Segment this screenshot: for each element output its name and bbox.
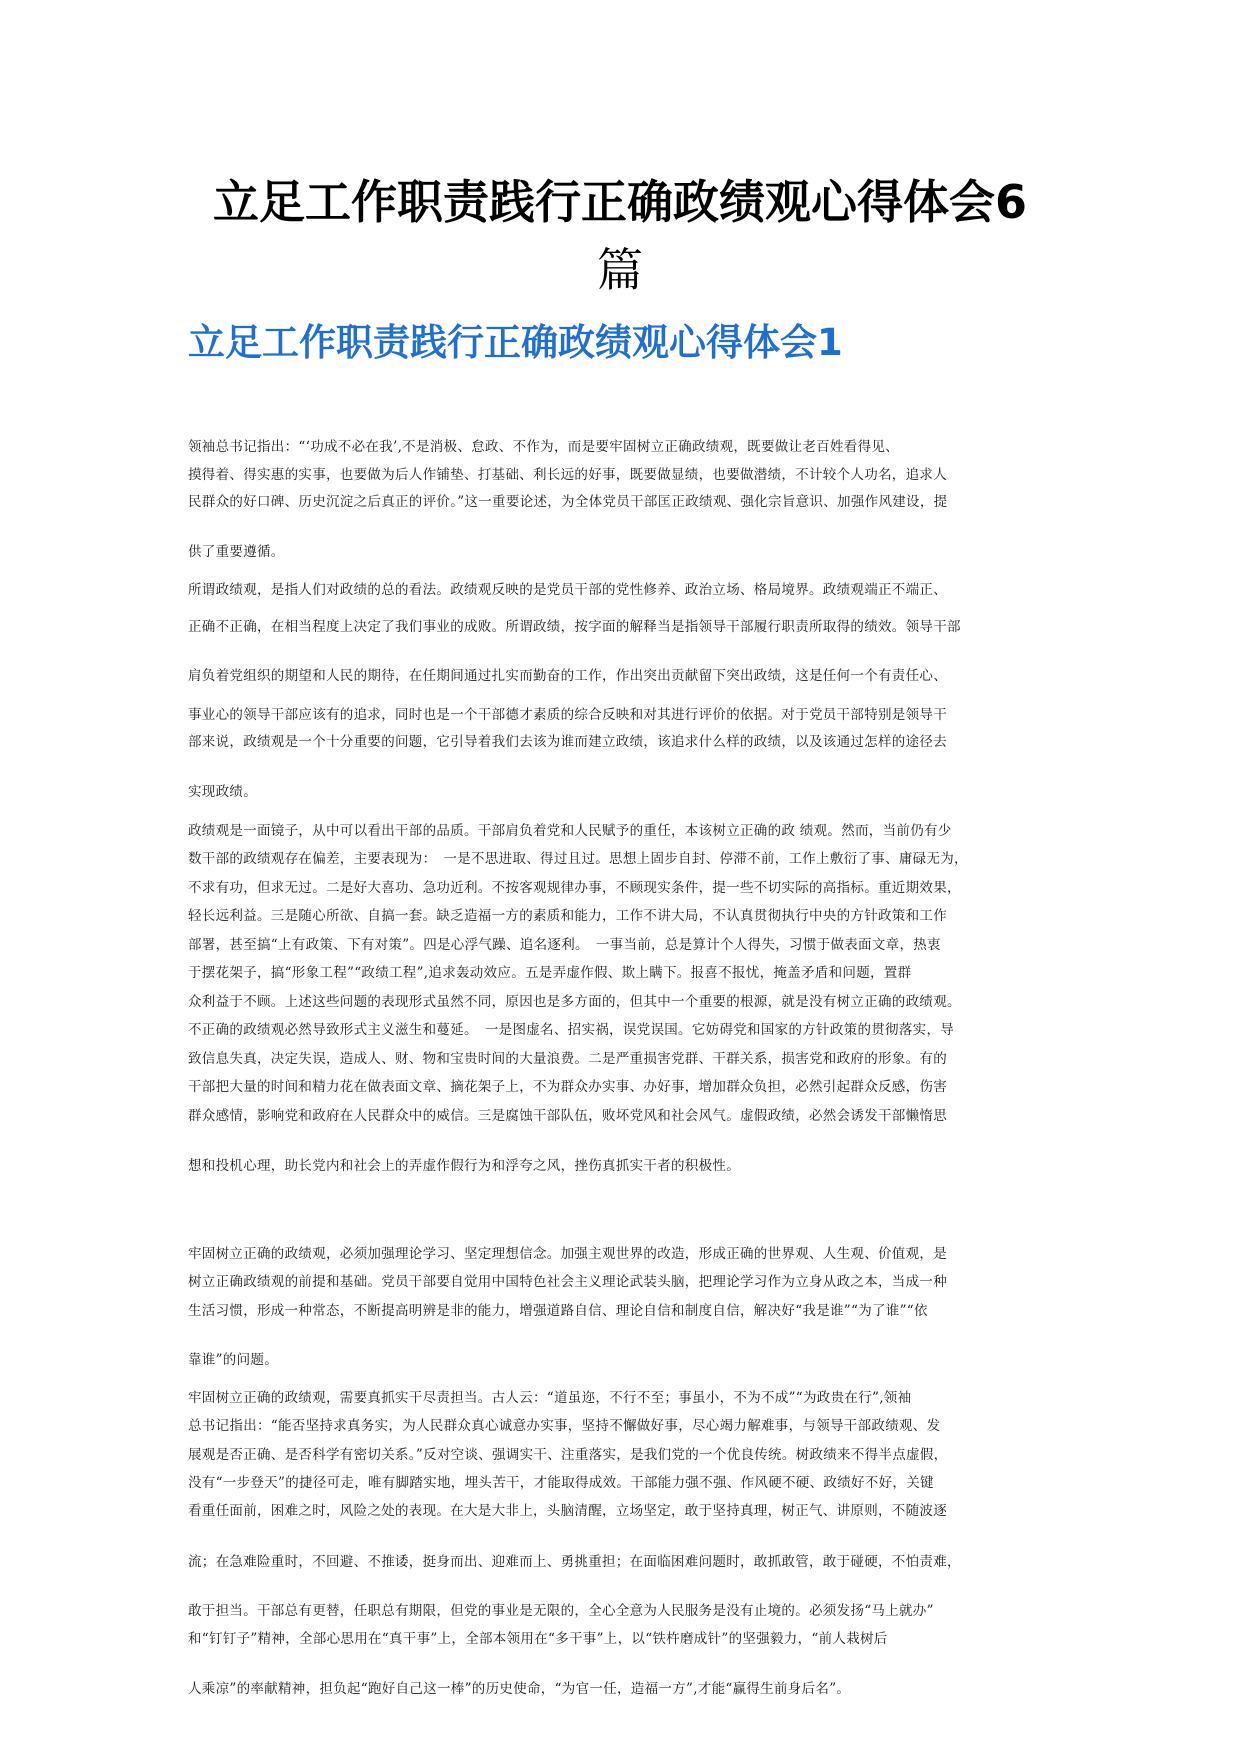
body-line: 敢于担当。干部总有更替，任职总有期限，但党的事业是无限的，全心全意为人民服务是没有止境的。必须发扬“马上就办” — [188, 1603, 934, 1619]
body-line: 没有“一步登天”的捷径可走，唯有脚踏实地，埋头苦干，才能取得成效。干部能力强不强、作风硬不硬、政绩好不好，关键 — [188, 1475, 934, 1491]
body-line: 数干部的政绩观存在偏差，主要表现为： 一是不思进取、得过且过。思想上固步自封、停滞不前，工作上敷衍了事、庸碌无为， — [188, 851, 968, 867]
body-line: 人乘凉”的率献精神，担负起“跑好自己这一棒”的历史使命，“为官一任，造福一方”,才能“赢得生前身后名”。 — [188, 1681, 851, 1697]
body-line: 干部把大量的时间和精力花在做表面文章、摘花架子上，不为群众办实事、办好事，增加群众负担，必然引起群众反感，伤害 — [188, 1079, 947, 1095]
body-line: 树立正确政绩观的前提和基础。党员干部要自觉用中国特色社会主义理论武装头脑，把理论学习作为立身从政之本，当成一种 — [188, 1274, 947, 1290]
body-line: 民群众的好口碑、历史沉淀之后真正的评价。”这一重要论述，为全体党员干部匡正政绩观、强化宗旨意识、加强作风建设，提 — [188, 494, 948, 510]
body-line: 看重任面前，困难之时，风险之处的表现。在大是大非上，头脑清醒，立场坚定，敢于坚持真理，树正气、讲原则，不随波逐 — [188, 1503, 947, 1519]
document-title — [150, 168, 1090, 304]
body-line: 于摆花架子，搞“形象工程”“政绩工程”,追求轰动效应。五是弄虚作假、欺上瞒下。报喜不报忧，掩盖矛盾和问题，置群 — [188, 965, 912, 981]
body-line: 靠谁”的问题。 — [188, 1352, 279, 1368]
body-line: 摸得着、得实惠的实事，也要做为后人作铺垫、打基础、利长远的好事，既要做显绩，也要做潜绩，不计较个人功名，追求人 — [188, 467, 947, 483]
body-line: 牢固树立正确的政绩观，必须加强理论学习、坚定理想信念。加强主观世界的改造，形成正确的世界观、人生观、价值观，是 — [188, 1246, 947, 1262]
body-line: 众利益于不顾。上述这些问题的表现形式虽然不同，原因也是多方面的，但其中一个重要的根源，就是没有树立正确的政绩观。 — [188, 994, 961, 1010]
body-line: 部署，甚至搞“上有政策、下有对策”。四是心浮气躁、追名逐利。 一事当前，总是算计个人得失，习惯于做表面文章，热衷 — [188, 937, 941, 953]
body-line: 政绩观是一面镜子，从中可以看出干部的品质。干部肩负着党和人民赋予的重任，本该树立正确的政 绩观。然而，当前仍有少 — [188, 823, 952, 839]
body-line: 生活习惯，形成一种常态，不断提高明辨是非的能力，增强道路自信、理论自信和制度自信，解决好“我是谁”“为了谁”“依 — [188, 1303, 928, 1319]
body-line: 正确不正确，在相当程度上决定了我们事业的成败。所谓政绩，按字面的解释当是指领导干部履行职责所取得的绩效。领导干部 — [188, 619, 961, 635]
body-line: 所谓政绩观，是指人们对政绩的总的看法。政绩观反映的是党员干部的党性修养、政治立场、格局境界。政绩观端正不端正、 — [188, 582, 947, 598]
body-line: 实现政绩。 — [188, 784, 257, 800]
body-line: 不求有功，但求无过。二是好大喜功、急功近利。不按客观规律办事，不顾现实条件，提一些不切实际的高指标。重近期效果， — [188, 880, 961, 896]
body-line: 事业心的领导干部应该有的追求，同时也是一个干部德才素质的综合反映和对其进行评价的依据。对于党员干部特别是领导干 — [188, 707, 947, 723]
body-line: 领袖总书记指出：“‘功成不必在我’,不是消极、怠政、不作为，而是要牢固树立正确政绩观，既要做让老百姓看得见、 — [188, 439, 899, 455]
body-line: 牢固树立正确的政绩观，需要真抓实干尽责担当。古人云：“道虽迩，不行不至；事虽小，不为不成”“为政贵在行”,领袖 — [188, 1390, 912, 1406]
body-line: 展观是否正确、是否科学有密切关系。”反对空谈、强调实干、注重落实，是我们党的一个优良传统。树政绩来不得半点虚假， — [188, 1447, 948, 1463]
body-line: 不正确的政绩观必然导致形式主义滋生和蔓延。 一是图虚名、招实祸，误党误国。它妨碍党和国家的方针政策的贯彻落实，导 — [188, 1022, 955, 1038]
body-line: 肩负着党组织的期望和人民的期待，在任期间通过扎实而勤奋的工作，作出突出贡献留下突出政绩，这是任何一个有责任心、 — [188, 668, 947, 684]
body-line: 总书记指出：“能否坚持求真务实，为人民群众真心诚意办实事，坚持不懈做好事，尽心竭力解难事，与领导干部政绩观、发 — [188, 1418, 941, 1434]
body-line: 部来说，政绩观是一个十分重要的问题，它引导着我们去该为谁而建立政绩，该追求什么样的政绩，以及该通过怎样的途径去 — [188, 734, 947, 750]
section-heading: 立足工作职责践行正确政绩观心得体会1 — [188, 321, 843, 364]
body-line: 流；在急难险重时，不回避、不推诿，挺身而出、迎难而上、勇挑重担；在面临困难问题时，敢抓敢管，敢于碰硬，不怕责难， — [188, 1554, 961, 1570]
body-line: 群众感情，影响党和政府在人民群众中的威信。三是腐蚀干部队伍，败坏党风和社会风气。虚假政绩，必然会诱发干部懒惰思 — [188, 1108, 947, 1124]
body-line: 想和投机心理，助长党内和社会上的弄虚作假行为和浮夸之风，挫伤真抓实干者的积极性。 — [188, 1158, 740, 1174]
document-title-line-1: 立足工作职责践行正确政绩观心得体会6 — [212, 175, 1027, 229]
body-line: 轻长远利益。三是随心所欲、自搞一套。缺乏造福一方的素质和能力，工作不讲大局，不认真贯彻执行中央的方针政策和工作 — [188, 908, 947, 924]
body-line: 致信息失真，决定失误，造成人、财、物和宝贵时间的大量浪费。二是严重损害党群、干群关系，损害党和政府的形象。有的 — [188, 1051, 947, 1067]
document-title-line-2: 篇 — [597, 243, 643, 297]
body-line: 供了重要遵循。 — [188, 544, 285, 560]
body-line: 和“钉钉子”精神，全部心思用在“真干事”上，全部本领用在“多干事”上，以“铁杵磨成针”的坚强毅力，“前人栽树后 — [188, 1631, 888, 1647]
